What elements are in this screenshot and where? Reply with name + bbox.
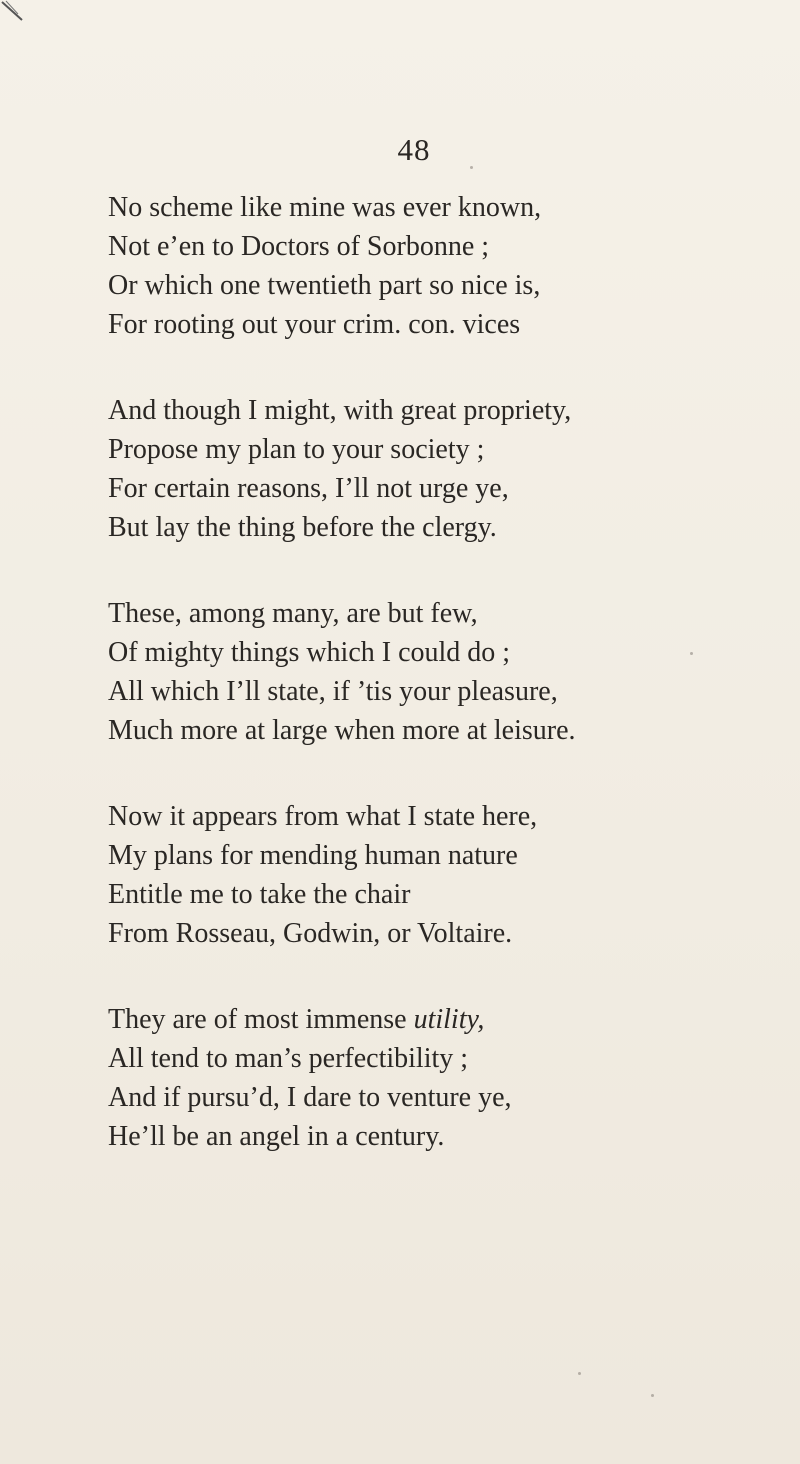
poem-line: All which I’ll state, if ’tis your pleasure, [108,676,558,707]
poem-line: Entitle me to take the chair [108,879,411,910]
poem-line: Now it appears from what I state here, [108,801,538,832]
poem-line: Of mighty things which I could do ; [108,637,511,668]
stanza-2 [108,391,768,547]
page-number: 48 [397,132,431,167]
paper-speck [578,1372,581,1375]
paper-speck [690,652,693,655]
poem-line: But lay the thing before the clergy. [108,512,497,543]
poem-line: All tend to man’s perfectibility ; [108,1043,469,1074]
paper-speck [651,1394,654,1397]
poem-line: My plans for mending human nature [108,840,518,871]
poem-line: Much more at large when more at leisure. [108,715,576,746]
stanza-3 [108,594,768,750]
stanza-4 [108,797,768,953]
poem-line: He’ll be an angel in a century. [108,1121,445,1152]
poem-line: And though I might, with great propriety, [108,395,572,426]
stanza-5 [108,1000,768,1156]
poem-line: For rooting out your crim. con. vices [108,309,521,340]
corner-mark-icon [0,0,40,22]
poem-line: For certain reasons, I’ll not urge ye, [108,473,509,504]
poem-line: From Rosseau, Godwin, or Voltaire. [108,918,513,949]
poem-line [108,1000,768,1039]
poem-line: Or which one twentieth part so nice is, [108,270,541,301]
poem [108,188,768,1203]
poem-line: No scheme like mine was ever known, [108,192,542,223]
italic-word: utility, [413,1004,485,1035]
poem-line-text: They are of most immense [108,1004,407,1035]
stanza-1 [108,188,768,344]
poem-line: And if pursu’d, I dare to venture ye, [108,1082,512,1113]
poem-line: Not e’en to Doctors of Sorbonne ; [108,231,490,262]
paper-speck [470,166,473,169]
poem-line: Propose my plan to your society ; [108,434,485,465]
poem-line: These, among many, are but few, [108,598,478,629]
